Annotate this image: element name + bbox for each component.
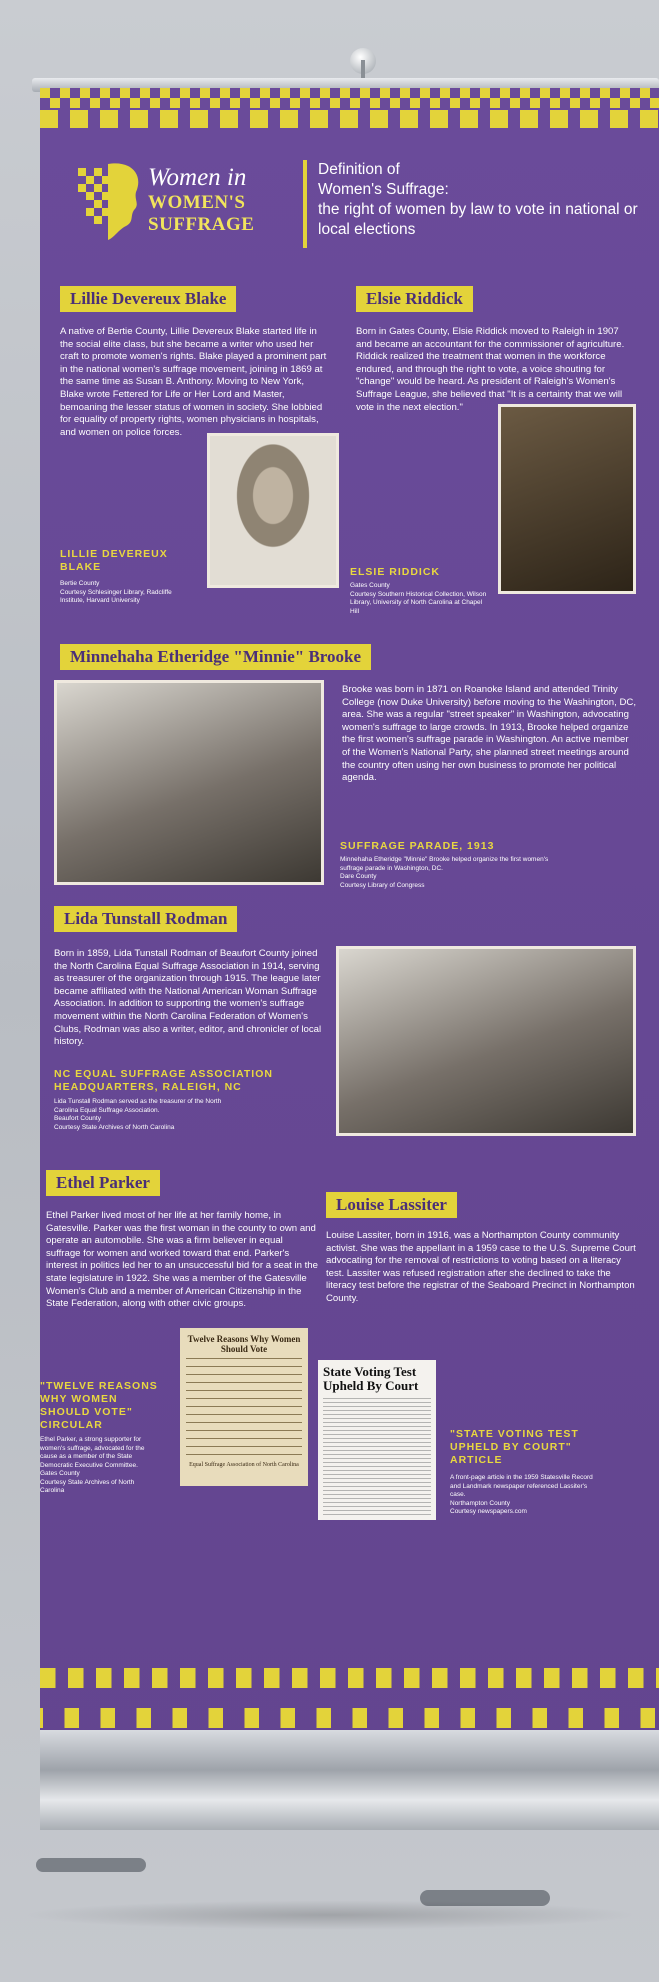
circular-title: Twelve Reasons Why Women Should Vote (187, 1334, 301, 1354)
top-pattern-band (40, 88, 659, 144)
definition-line-3: the right of women by law to vote in national or local elections (318, 201, 638, 238)
suffrage-logo-icon (78, 160, 142, 242)
stand-foot-left (36, 1858, 146, 1872)
parker-caption: Ethel Parker, a strong supporter for women's suffrage, advocated for the cause as a member of the State Democratic Executive Committee. Gates County Courtesy State Archives of North Carolina (40, 1436, 145, 1494)
logo-line-2: WOMEN'S (148, 192, 246, 213)
riddick-caption: Gates County Courtesy Southern Historical Collection, Wilson Library, University of North Carolina at Chapel Hill (350, 582, 487, 615)
lassiter-caption: A front-page article in the 1959 Statesville Record and Landmark newspaper referenced Lassiter's case. Northampton County Courtesy newspapers.com (450, 1474, 593, 1515)
rodman-heading: Lida Tunstall Rodman (54, 906, 237, 932)
logo-line-3: SUFFRAGE (148, 214, 255, 235)
logo-wordmark (148, 164, 254, 236)
blake-portrait (207, 433, 339, 588)
banner (40, 88, 659, 1788)
definition-block (318, 160, 638, 240)
riddick-caption-title: ELSIE RIDDICK (350, 566, 441, 578)
article-headline: State Voting Test Upheld By Court (323, 1364, 419, 1393)
state-voting-test-article (318, 1360, 436, 1520)
definition-line-2: Women's Suffrage: (318, 181, 449, 198)
circular-footer: Equal Suffrage Association of North Carolina (189, 1462, 299, 1468)
rodman-caption-title: NC EQUAL SUFFRAGE ASSOCIATION HEADQUARTERS, RALEIGH, NC (54, 1068, 273, 1093)
lassiter-body: Louise Lassiter, born in 1916, was a Northampton County community activist. She was the appellant in a 1959 case to the U.S. Supreme Court advocating for the removal of restrictions to voting based on a literacy test. Lassiter was refused registration after she declined to take the literacy test before the registrar of the Seaboard Precinct in Northampton County. (326, 1230, 636, 1304)
suffrage-parade-photo (54, 680, 324, 885)
blake-heading: Lillie Devereux Blake (60, 286, 236, 312)
riddick-portrait (498, 404, 636, 594)
definition-line-1: Definition of (318, 161, 400, 178)
riddick-heading: Elsie Riddick (356, 286, 473, 312)
parker-caption-title: "TWELVE REASONS WHY WOMEN SHOULD VOTE" CIRCULAR (40, 1380, 158, 1431)
logo-divider (303, 160, 307, 248)
stand-base (40, 1730, 659, 1830)
rodman-body: Born in 1859, Lida Tunstall Rodman of Beaufort County joined the North Carolina Equal Suffrage Association in 1914, serving as treasurer of the organization through 1915. The league later became affiliated with the National American Woman Suffrage Association. In addition to supporting the women's suffrage movement within the North Carolina Federation of Women's Clubs, Rodman was also a writer, editor, and chronicler of local history. (54, 948, 322, 1048)
twelve-reasons-circular (180, 1328, 308, 1486)
rodman-caption: Lida Tunstall Rodman served as the treasurer of the North Carolina Equal Suffrage Association. Beaufort County Courtesy State Archives of North Carolina (54, 1098, 222, 1131)
parker-heading: Ethel Parker (46, 1170, 160, 1196)
blake-body: A native of Bertie County, Lillie Devereux Blake started life in the social elite class, but she became a writer who used her craft to promote women's rights. Blake played a prominent part in the national women's suffrage movement, joining in 1869 at the same time as Susan B. Anthony. Moving to New York, Blake wrote Fettered for Life or Her Lord and Master, bemoaning the lesser status of women in society. She lobbied for equality of property rights, women physicians in hospitals, and women on police forces. (60, 326, 327, 438)
floor-shadow (20, 1900, 640, 1930)
lassiter-heading: Louise Lassiter (326, 1192, 457, 1218)
logo-line-1: Women in (148, 164, 247, 191)
lassiter-caption-title: "STATE VOTING TEST UPHELD BY COURT" ARTICLE (450, 1428, 579, 1466)
brooke-body: Brooke was born in 1871 on Roanoke Island and attended Trinity College (now Duke University) before moving to the Washington, DC, area. She was a regular "street speaker" in Washington, advocating women's suffrage to large crowds. In 1913, Brooke helped organize the first women's suffrage parade in Washington. An active member of the Women's National Party, she planned street meetings around the country often using her own business to promote her political agenda. (342, 684, 636, 784)
riddick-body: Born in Gates County, Elsie Riddick moved to Raleigh in 1907 and became an accountant for the commissioner of agriculture. Riddick realized the treatment that women in the workforce endured, and through the right to vote, a voice shouting for "change" would be heard. As president of Raleigh's Women's Suffrage League, she believed that "It is a certainty that we will vote in the next election." (356, 326, 625, 413)
blake-caption: Bertie County Courtesy Schlesinger Library, Radcliffe Institute, Harvard University (60, 580, 172, 604)
headquarters-photo (336, 946, 636, 1136)
brooke-caption: Minnehaha Etheridge "Minnie" Brooke helped organize the first women's suffrage parade in Washington, DC. Dare County Courtesy Library of Congress (340, 856, 549, 889)
parker-body: Ethel Parker lived most of her life at her family home, in Gatesville. Parker was the first woman in the county to own and operate an automobile. She was a firm believer in equal suffrage for women and worked toward that end. Parker's interest in politics led her to an unsuccessful bid for a seat in the state legislature in 1922. She was a member of the Gatesville Women's Club and a member of American Citizenship in the State Federation, along with other civic groups. (46, 1210, 318, 1310)
blake-caption-title: LILLIE DEVEREUX BLAKE (60, 548, 168, 573)
brooke-heading: Minnehaha Etheridge "Minnie" Brooke (60, 644, 371, 670)
brooke-caption-title: SUFFRAGE PARADE, 1913 (340, 840, 495, 852)
